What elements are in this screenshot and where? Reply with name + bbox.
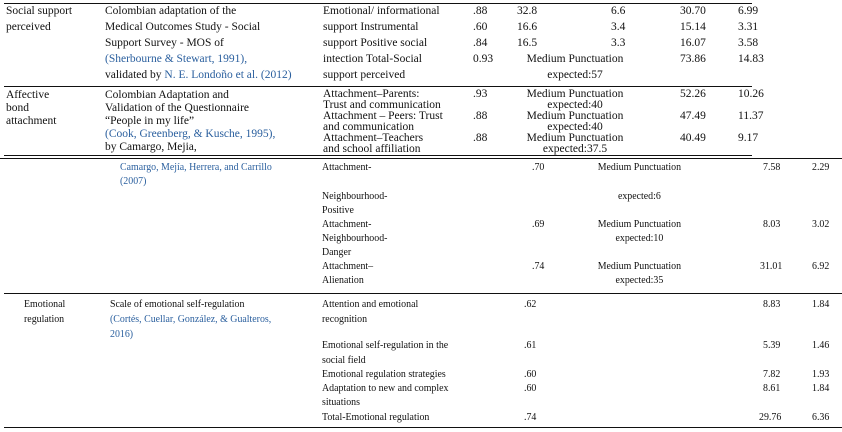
mean-value: 8.03	[763, 218, 781, 230]
mean-value: 73.86	[680, 53, 706, 65]
subscale-text: Attachment–Parents:	[323, 88, 420, 100]
subscale-text: situations	[322, 396, 360, 408]
construct-label: perceived	[6, 21, 51, 33]
sd-value: 1.93	[812, 368, 830, 380]
subscale-text: Total-Emotional regulation	[322, 411, 430, 423]
subscale-text: and communication	[323, 121, 415, 133]
expected-value: expected:6	[617, 190, 661, 202]
subscale-text: support Instrumental	[323, 21, 419, 33]
sd-value: 11.37	[738, 110, 764, 122]
subscale-text: Danger	[322, 246, 352, 258]
reference-link[interactable]: (Sherbourne & Stewart, 1991),	[105, 53, 248, 65]
reference-link[interactable]: Camargo, Mejía, Herrera, and Carrillo	[120, 161, 272, 173]
subscale-text: Neighbourhood-	[322, 190, 388, 202]
punctuation-label: Medium Punctuation	[526, 88, 624, 100]
mean-value: 15.14	[680, 21, 706, 33]
sd-value: 3.31	[738, 21, 759, 33]
mean-value: 29.76	[759, 411, 782, 423]
table-rule-top	[4, 3, 752, 4]
min-value: 16.5	[517, 37, 538, 49]
max-value: 3.4	[611, 21, 626, 33]
alpha-value: .62	[524, 298, 537, 310]
construct-label: Social support	[6, 5, 73, 17]
table-rule-divider	[4, 86, 752, 87]
subscale-text: Neighbourhood-	[322, 232, 388, 244]
alpha-value: .69	[532, 218, 545, 230]
reference-link[interactable]: (Cortés, Cuellar, González, & Gualteros,	[110, 313, 272, 325]
alpha-value: .74	[524, 411, 537, 423]
sd-value: 6.92	[812, 260, 830, 272]
alpha-value: .88	[473, 132, 488, 144]
table-rule-divider	[4, 293, 842, 294]
sd-value: 9.17	[738, 132, 759, 144]
sd-value: 6.36	[812, 411, 830, 423]
mean-value: 47.49	[680, 110, 706, 122]
mean-value: 8.83	[763, 298, 781, 310]
sd-value: 3.02	[812, 218, 830, 230]
mean-value: 7.58	[763, 161, 781, 173]
expected-value: expected:40	[547, 121, 603, 133]
mean-value: 30.70	[680, 5, 706, 17]
sd-value: 3.58	[738, 37, 759, 49]
sd-value: 1.46	[812, 339, 830, 351]
subscale-text: support perceived	[323, 69, 406, 81]
sd-value: 1.84	[812, 298, 830, 310]
instrument-text: Validation of the Questionnaire	[105, 102, 250, 114]
construct-label: bond	[6, 102, 29, 114]
mean-value: 8.61	[763, 382, 781, 394]
subscale-text: Attachment–Teachers	[323, 132, 424, 144]
punctuation-label: Medium Punctuation	[526, 132, 624, 144]
min-value: 16.6	[517, 21, 538, 33]
instrument-text: Colombian Adaptation and	[105, 89, 229, 101]
subscale-text: Alienation	[322, 274, 364, 286]
mean-value: 5.39	[763, 339, 781, 351]
mean-value: 7.82	[763, 368, 781, 380]
reference-line	[105, 69, 292, 81]
punctuation-label: Medium Punctuation	[597, 218, 682, 230]
max-value: 6.6	[611, 5, 626, 17]
punctuation-label: Medium Punctuation	[597, 260, 682, 272]
construct-label: Affective	[6, 89, 50, 101]
punctuation-label: Medium Punctuation	[526, 110, 624, 122]
reference-link[interactable]: 2016)	[110, 328, 134, 340]
alpha-value: .93	[473, 88, 488, 100]
instrument-text: “People in my life”	[105, 115, 195, 127]
instrument-text: Colombian adaptation of the	[105, 5, 237, 17]
min-value: 32.8	[517, 5, 538, 17]
table-rule-top	[0, 158, 842, 159]
sd-value: 6.99	[738, 5, 759, 17]
sd-value: 10.26	[738, 88, 764, 100]
subscale-text: Attachment–	[322, 260, 374, 272]
alpha-value: .60	[473, 21, 488, 33]
expected-value: expected:40	[547, 99, 603, 111]
punctuation-label: Medium Punctuation	[597, 161, 682, 173]
sd-value: 2.29	[812, 161, 830, 173]
alpha-value: .60	[524, 382, 537, 394]
alpha-value: .88	[473, 5, 488, 17]
instrument-text: Support Survey - MOS of	[105, 37, 224, 49]
mean-value: 31.01	[760, 260, 783, 272]
sd-value: 1.84	[812, 382, 830, 394]
reference-link[interactable]: (2007)	[120, 175, 147, 187]
mean-value: 40.49	[680, 132, 706, 144]
construct-label: regulation	[24, 313, 65, 325]
alpha-value: .60	[524, 368, 537, 380]
table-rule-bottom	[4, 427, 842, 428]
alpha-value: .84	[473, 37, 488, 49]
subscale-text: Attachment-	[322, 161, 372, 173]
subscale-text: Trust and communication	[323, 99, 441, 111]
reference-link[interactable]: N. E. Londoño et al. (2012)	[164, 69, 292, 81]
subscale-text: Attention and emotional	[322, 298, 419, 310]
subscale-text: social field	[322, 354, 366, 366]
expected-value: expected:35	[615, 274, 664, 286]
construct-label: attachment	[6, 115, 57, 127]
max-value: 3.3	[611, 37, 626, 49]
table-rule-bottom	[4, 155, 752, 156]
instrument-text: Medical Outcomes Study - Social	[105, 21, 261, 33]
validated-text: validated by	[105, 69, 165, 81]
expected-value: expected:37.5	[542, 143, 608, 155]
subscale-text: Emotional/ informational	[323, 5, 440, 17]
subscale-text: Adaptation to new and complex	[322, 382, 449, 394]
subscale-text: recognition	[322, 313, 368, 325]
reference-link[interactable]: (Cook, Greenberg, & Kusche, 1995),	[105, 128, 276, 140]
expected-value: expected:57	[547, 69, 603, 81]
alpha-value: .61	[524, 339, 537, 351]
instrument-text: by Camargo, Mejia,	[105, 141, 197, 153]
subscale-text: Attachment – Peers: Trust	[323, 110, 443, 122]
subscale-text: Positive	[322, 204, 354, 216]
alpha-value: 0.93	[473, 53, 494, 65]
mean-value: 16.07	[680, 37, 706, 49]
alpha-value: .70	[532, 161, 545, 173]
subscale-text: support Positive social	[323, 37, 428, 49]
construct-label: Emotional	[24, 298, 66, 310]
alpha-value: .74	[532, 260, 545, 272]
instrument-text: Scale of emotional self-regulation	[110, 298, 245, 310]
sd-value: 14.83	[738, 53, 764, 65]
subscale-text: and school affiliation	[323, 143, 421, 155]
subscale-text: Emotional self-regulation in the	[322, 339, 449, 351]
subscale-text: Attachment-	[322, 218, 372, 230]
mean-value: 52.26	[680, 88, 706, 100]
subscale-text: Emotional regulation strategies	[322, 368, 446, 380]
expected-value: expected:10	[615, 232, 664, 244]
alpha-value: .88	[473, 110, 488, 122]
punctuation-label: Medium Punctuation	[526, 53, 624, 65]
subscale-text: intection Total-Social	[323, 53, 422, 65]
